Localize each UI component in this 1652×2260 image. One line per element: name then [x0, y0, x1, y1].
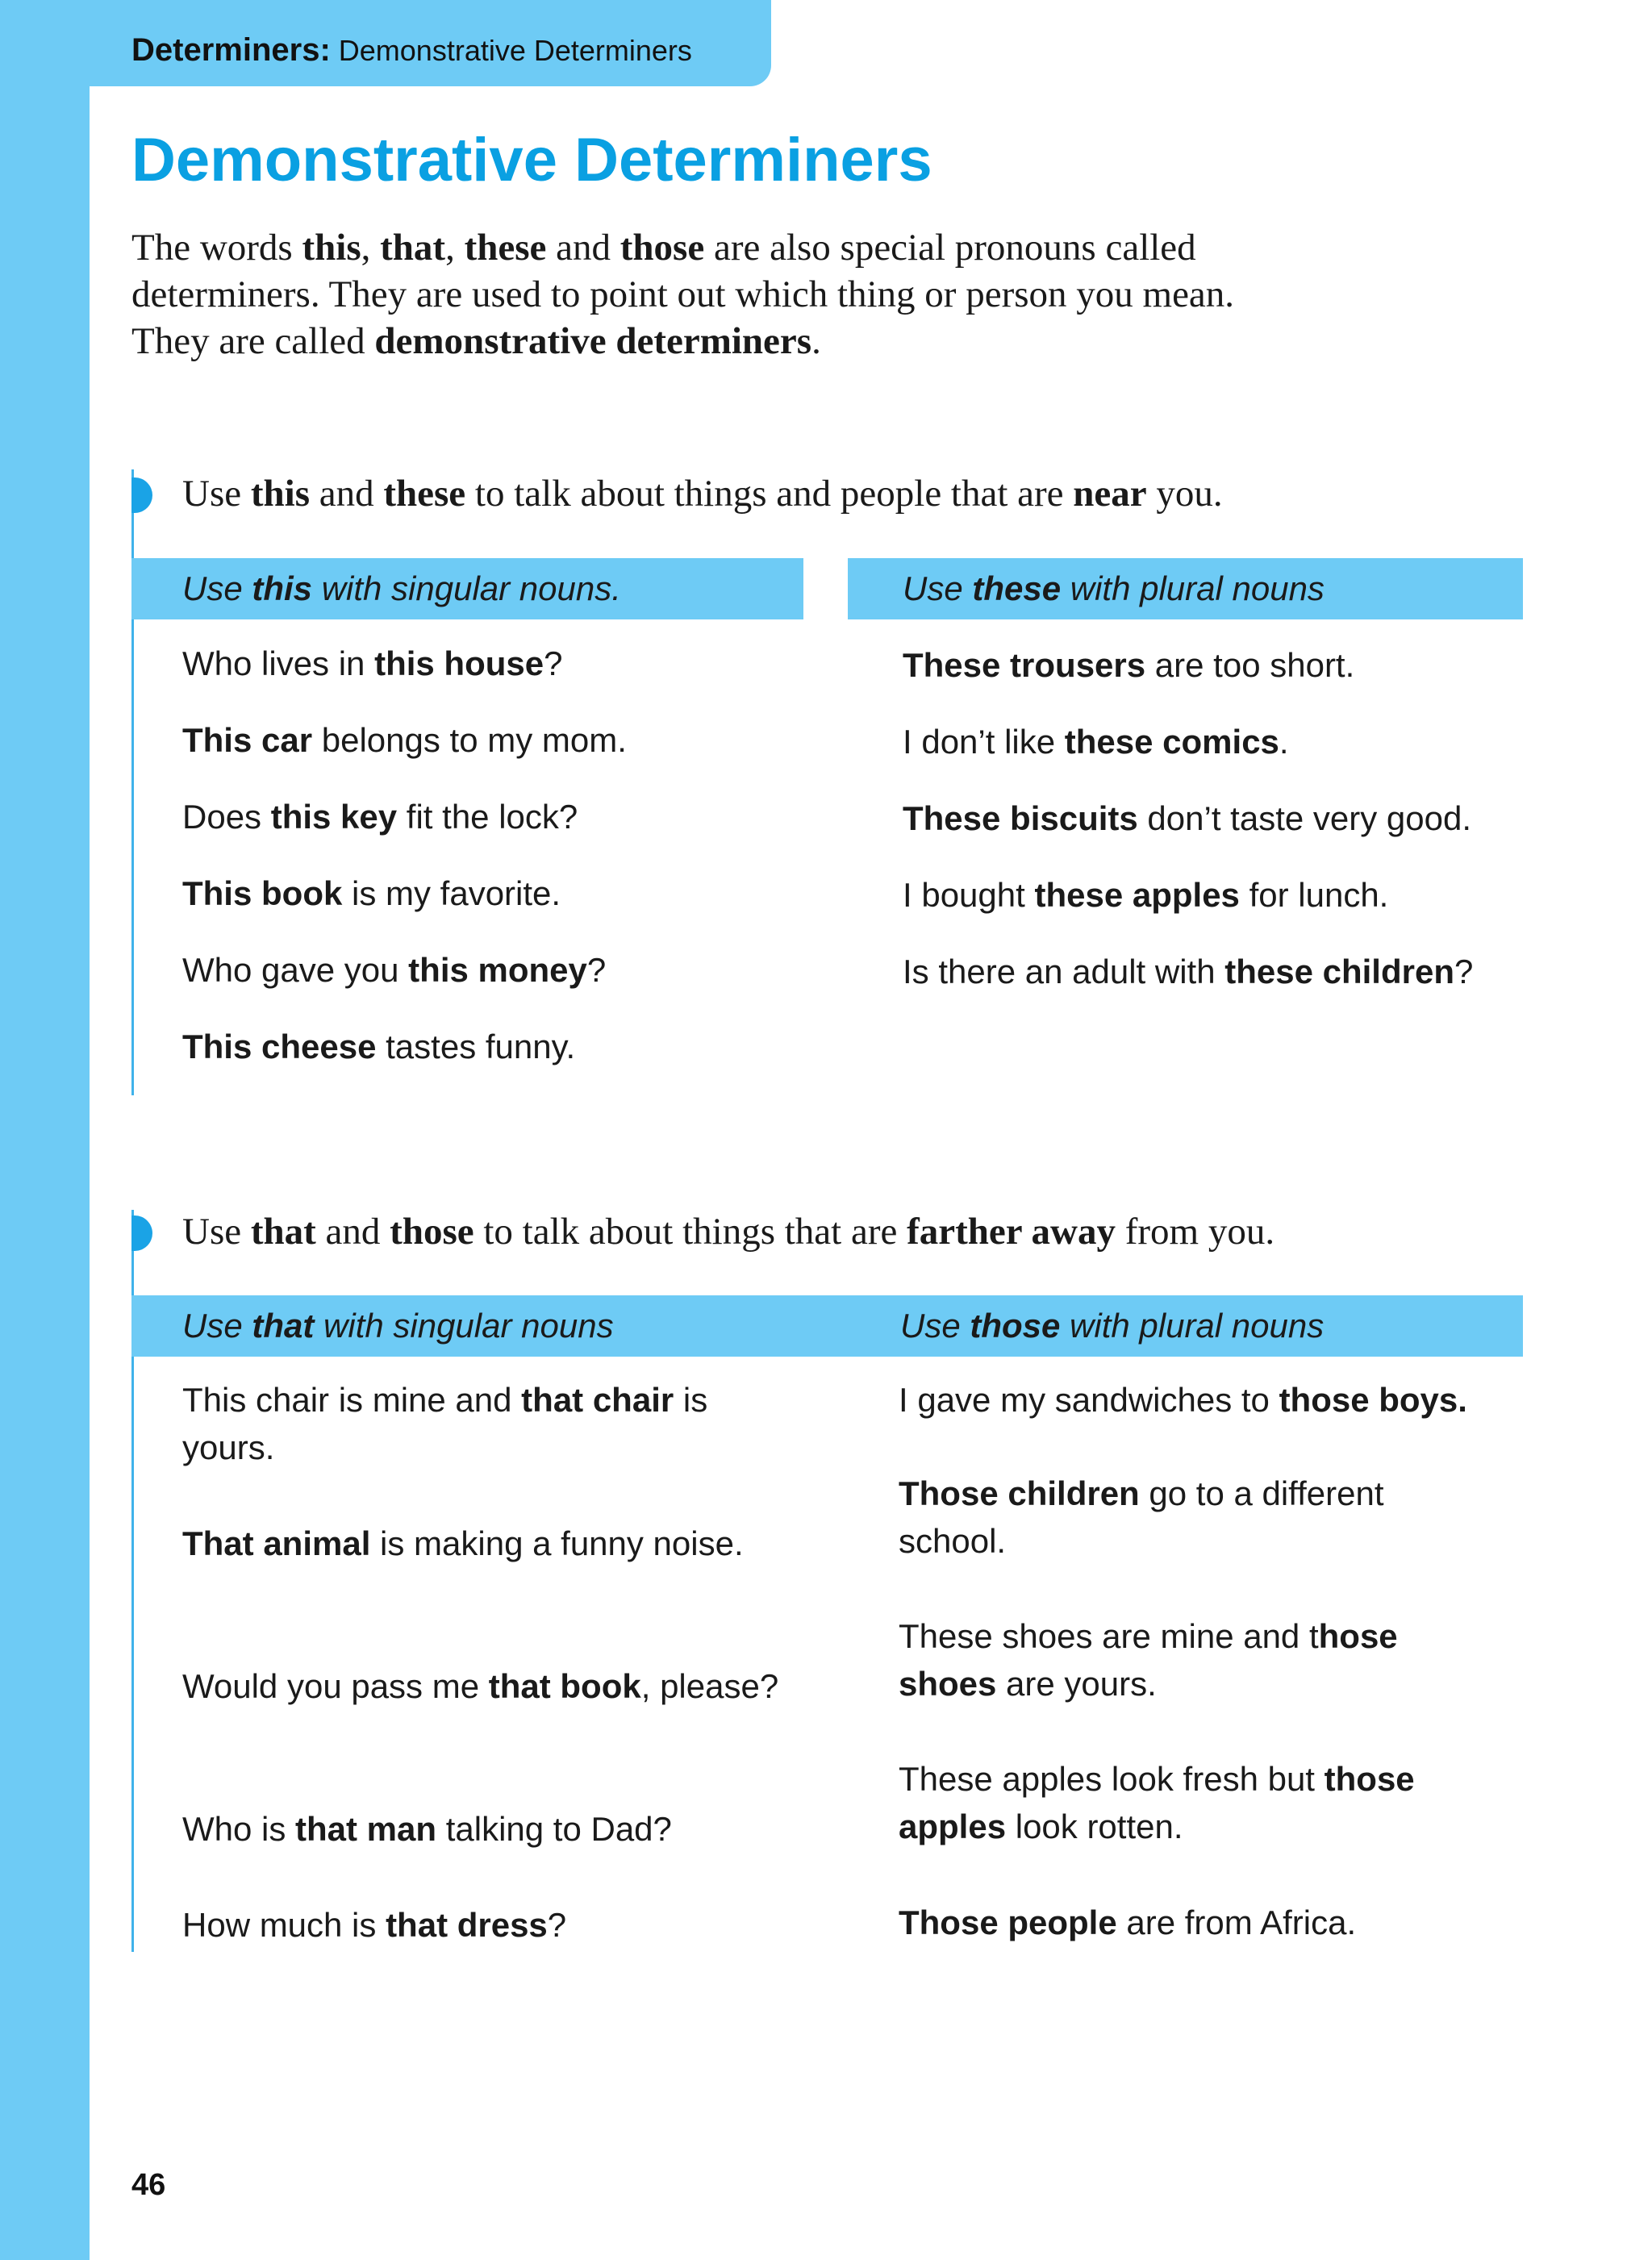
table-header-these — [848, 558, 1523, 619]
emphasized-text: This book — [182, 874, 343, 912]
example-sentence — [182, 1805, 795, 1853]
emphasized-text: That animal — [182, 1524, 371, 1562]
chapter-topic: Demonstrative Determiners — [338, 34, 692, 67]
section-rule-near — [182, 472, 1223, 515]
example-sentence — [899, 1755, 1479, 1850]
text-run: you. — [1146, 473, 1223, 515]
text-run: belongs to my mom. — [312, 721, 627, 759]
example-sentence — [182, 1901, 795, 1949]
text-run: Use — [182, 473, 251, 515]
text-run: is yours. — [182, 1381, 708, 1466]
example-sentence — [182, 1376, 795, 1471]
text-run: They are called — [131, 320, 375, 362]
text-run: Is there an adult with — [903, 953, 1225, 990]
emphasized-text: these children — [1224, 953, 1454, 990]
emphasized-text: hose shoes — [899, 1617, 1398, 1703]
text-run: are too short. — [1145, 646, 1355, 684]
emphasized-text: that man — [295, 1810, 437, 1848]
example-sentence — [899, 1470, 1479, 1565]
text-run: with singular nouns — [314, 1307, 614, 1345]
emphasized-text: those apples — [899, 1760, 1415, 1845]
text-run: , — [445, 227, 465, 269]
emphasized-text: this — [252, 569, 313, 607]
text-run: I bought — [903, 876, 1035, 914]
emphasized-text: those boys. — [1279, 1381, 1467, 1419]
emphasized-text: this house — [374, 644, 544, 682]
text-run: and — [309, 473, 384, 515]
example-sentence — [899, 1612, 1479, 1708]
text-run: is making a funny noise. — [370, 1524, 744, 1562]
chapter-tab — [0, 0, 771, 86]
intro-paragraph — [131, 224, 1567, 365]
text-run: Who lives in — [182, 644, 375, 682]
text-run: from you. — [1115, 1211, 1275, 1253]
text-run: and — [315, 1211, 390, 1253]
emphasized-text: this money — [408, 951, 587, 989]
emphasized-text: Those people — [899, 1903, 1117, 1941]
text-run: I don’t like — [903, 723, 1065, 761]
emphasized-text: these comics — [1064, 723, 1279, 761]
text-run: Would you pass me — [182, 1667, 489, 1705]
example-sentence — [182, 640, 562, 687]
text-run: talking to Dad? — [436, 1810, 672, 1848]
page-number: 46 — [131, 2168, 166, 2202]
emphasized-text: this key — [270, 798, 398, 836]
text-run: . — [811, 320, 821, 362]
text-run: to talk about things and people that are — [465, 473, 1074, 515]
text-run: are from Africa. — [1116, 1903, 1357, 1941]
example-sentence — [182, 1520, 795, 1567]
example-sentence — [182, 1662, 795, 1710]
emphasized-text: that — [380, 227, 446, 269]
text-run: ? — [547, 1906, 567, 1944]
emphasized-text: those — [390, 1211, 474, 1253]
page-title: Demonstrative Determiners — [131, 126, 932, 194]
table-header-this — [131, 558, 803, 619]
text-run: to talk about things that are — [473, 1211, 907, 1253]
emphasized-text: these apples — [1034, 876, 1240, 914]
text-run: These shoes are mine and t — [899, 1617, 1319, 1655]
emphasized-text: These trousers — [903, 646, 1146, 684]
example-sentence — [182, 793, 578, 840]
emphasized-text: This car — [182, 721, 313, 759]
text-run: determiners. They are used to point out which thing or person you mean. — [131, 273, 1235, 315]
example-sentence — [903, 794, 1471, 842]
text-run: for lunch. — [1239, 876, 1389, 914]
text-run: go to a different school. — [899, 1474, 1384, 1560]
emphasized-text: these — [383, 473, 466, 515]
text-run: How much is — [182, 1906, 386, 1944]
example-sentence — [903, 948, 1473, 995]
text-run: is my favorite. — [342, 874, 561, 912]
text-run: , — [361, 227, 381, 269]
example-sentence — [899, 1376, 1536, 1424]
example-sentence — [903, 641, 1354, 689]
text-run: are yours. — [996, 1665, 1157, 1703]
text-run: Who is — [182, 1810, 296, 1848]
intro-line — [131, 224, 1567, 271]
text-run: are also special pronouns called — [704, 227, 1196, 269]
example-sentence — [899, 1899, 1536, 1946]
text-run: . — [1279, 723, 1289, 761]
emphasized-text: that book — [488, 1667, 641, 1705]
table-header-that-label — [182, 1307, 614, 1345]
emphasized-text: demonstrative determiners — [374, 320, 812, 362]
text-run: with singular nouns. — [312, 569, 621, 607]
section-rule-far — [182, 1210, 1274, 1253]
left-margin-bar — [0, 0, 90, 2260]
emphasized-text: these — [972, 569, 1062, 607]
example-sentence — [182, 869, 561, 917]
text-run: ? — [544, 644, 563, 682]
text-run: Use — [182, 569, 252, 607]
text-run: Use — [900, 1307, 970, 1345]
emphasized-text: Those children — [899, 1474, 1140, 1512]
intro-line — [131, 271, 1567, 318]
emphasized-text: these — [464, 227, 547, 269]
emphasized-text: those — [620, 227, 705, 269]
text-run: , please? — [640, 1667, 779, 1705]
emphasized-text: farther away — [907, 1211, 1116, 1253]
emphasized-text: those — [970, 1307, 1061, 1345]
text-run: don’t taste very good. — [1137, 799, 1472, 837]
text-run: Does — [182, 798, 271, 836]
text-run: tastes funny. — [376, 1028, 576, 1065]
emphasized-text: that — [252, 1307, 315, 1345]
emphasized-text: These biscuits — [903, 799, 1138, 837]
chapter-category: Determiners: — [131, 32, 331, 68]
text-run: with plural nouns — [1060, 1307, 1325, 1345]
bullet-icon — [131, 1215, 152, 1251]
example-sentence — [182, 716, 627, 764]
bullet-icon — [131, 477, 152, 513]
text-run: These apples look fresh but — [899, 1760, 1325, 1798]
text-run: ? — [586, 951, 607, 989]
table-header-those — [900, 1307, 1324, 1345]
example-sentence — [182, 1023, 575, 1070]
emphasized-text: This cheese — [182, 1028, 377, 1065]
emphasized-text: that chair — [521, 1381, 674, 1419]
emphasized-text: this — [302, 227, 361, 269]
text-run: Use — [182, 1307, 252, 1345]
emphasized-text: that — [250, 1211, 316, 1253]
text-run: This chair is mine and — [182, 1381, 522, 1419]
text-run: ? — [1454, 953, 1474, 990]
emphasized-text: this — [250, 473, 310, 515]
text-run: and — [546, 227, 620, 269]
text-run: The words — [131, 227, 302, 269]
emphasized-text: that dress — [386, 1906, 548, 1944]
text-run: with plural nouns — [1061, 569, 1325, 607]
text-run: look rotten. — [1006, 1808, 1183, 1845]
text-run: I gave my sandwiches to — [899, 1381, 1279, 1419]
example-sentence — [182, 946, 606, 994]
intro-line — [131, 318, 1567, 365]
chapter-heading — [131, 32, 692, 69]
text-run: Who gave you — [182, 951, 409, 989]
text-run: fit the lock? — [397, 798, 578, 836]
example-sentence — [903, 871, 1388, 919]
emphasized-text: near — [1073, 473, 1147, 515]
text-run: Use — [182, 1211, 251, 1253]
example-sentence — [903, 718, 1289, 765]
text-run: Use — [903, 569, 973, 607]
